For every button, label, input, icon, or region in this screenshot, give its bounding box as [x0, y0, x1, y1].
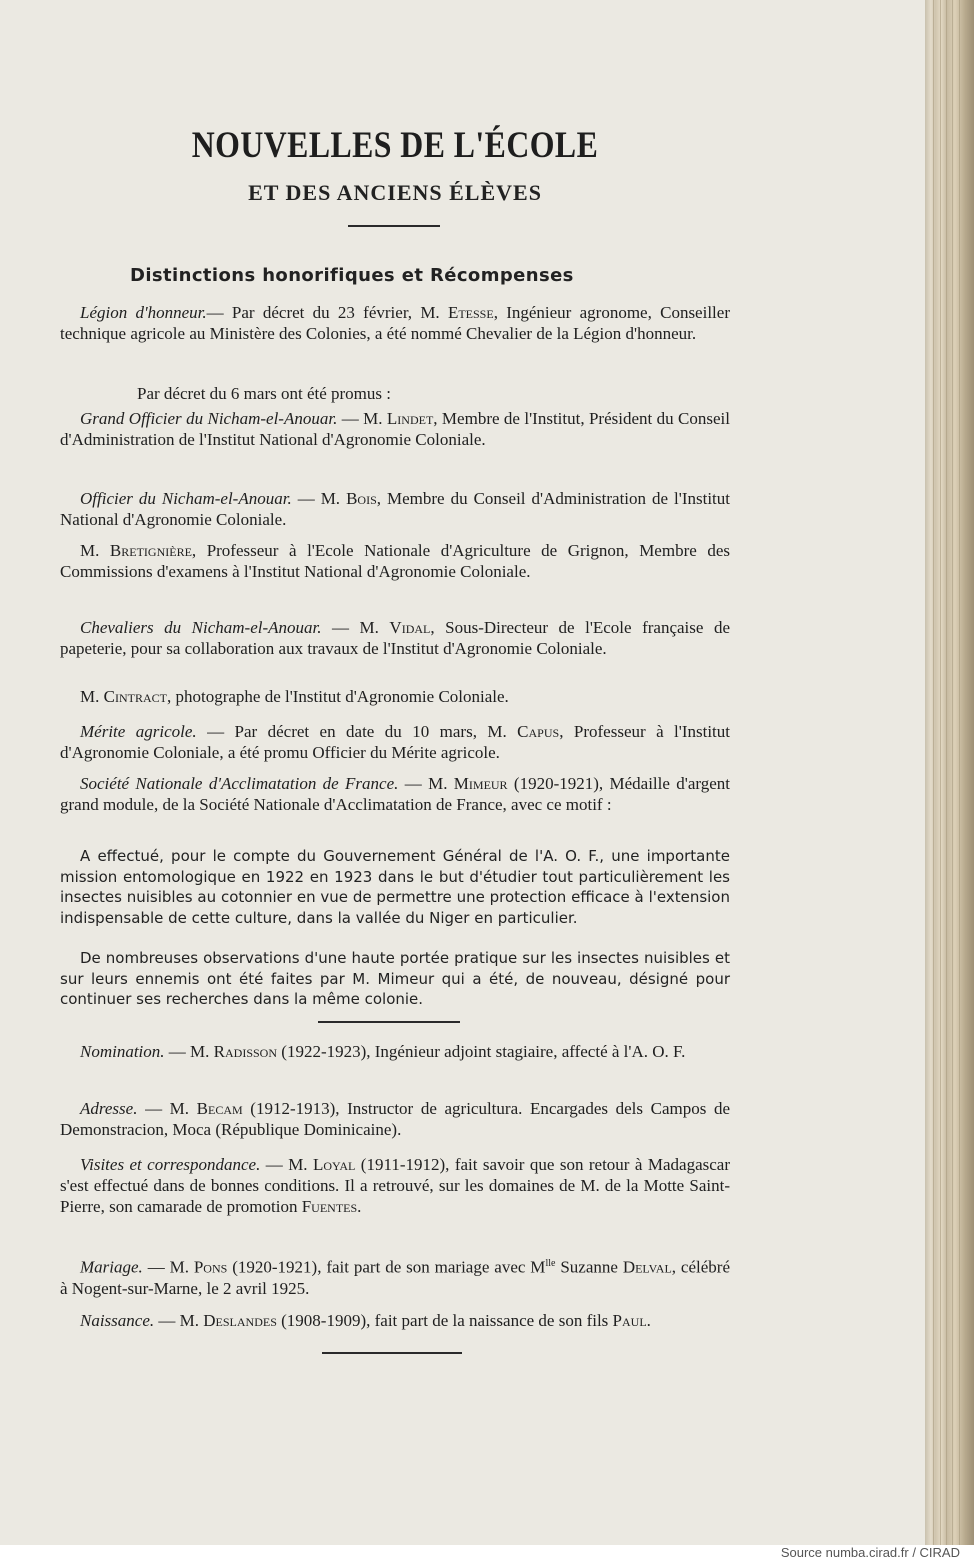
paragraph-adresse: Adresse. — M. Becam (1912-1913), Instructor de agricultura. Encargades dels Campos de Demonstracion, Moca (République Dominicaine). [60, 1099, 730, 1139]
source-caption: Source numba.cirad.fr / CIRAD [780, 1545, 960, 1560]
page-title: NOUVELLES DE L'ÉCOLE [191, 125, 599, 166]
paragraph-societe: Société Nationale d'Acclimatation de France. — M. Mimeur (1920-1921), Médaille d'argent grand module, de la Société Nationale d'Acclimatation de France, avec ce motif : [60, 774, 730, 814]
paragraph-bretigniere: M. Bretignière, Professeur à l'Ecole Nationale d'Agriculture de Grignon, Membre des Commissions d'examens à l'Institut National d'Agronomie Coloniale. [60, 541, 730, 581]
title-rule [348, 225, 440, 227]
quote-motif-1: A effectué, pour le compte du Gouvernement Général de l'A. O. F., une importante mission entomologique en 1922 en 1923 dans le but d'étudier tout particulièrement les insectes nuisibles au cotonnier en vue de permettre une protection efficace à l'extension indispensable de cette culture, dans la vallée du Niger en particulier. [60, 847, 730, 927]
paragraph-naissance: Naissance. — M. Deslandes (1908-1909), fait part de la naissance de son fils Paul. [80, 1311, 651, 1330]
paragraph-mariage: Mariage. — M. Pons (1920-1921), fait part de son mariage avec $M^{lle}$ Suzanne Delval, célébré à Nogent-sur-Marne, le 2 avril 1925. [60, 1257, 730, 1298]
quote-motif-2: De nombreuses observations d'une haute portée pratique sur les insectes nuisibles et sur leurs ennemis ont été faites par M. Mimeur qui a été, de nouveau, désigné pour continuer ses recherches dans la même colonie. [60, 949, 730, 1008]
paragraph-grand-officier: Grand Officier du Nicham-el-Anouar. — M. Lindet, Membre de l'Institut, Président du Conseil d'Administration de l'Institut National d'Agronomie Coloniale. [60, 409, 731, 449]
paragraph-visites: Visites et correspondance. — M. Loyal (1911-1912), fait savoir que son retour à Madagascar s'est effectué dans de bonnes conditions. Il a retrouvé, sur les domaines de M. de la Motte Saint-Pierre, son camarade de promotion Fuentes. [60, 1155, 730, 1216]
page-subtitle: ET DES ANCIENS ÉLÈVES [248, 180, 542, 205]
paragraph-nomination: Nomination. — M. Radisson (1922-1923), Ingénieur adjoint stagiaire, affecté à l'A. O. F. [80, 1042, 686, 1061]
paragraph-chevaliers: Chevaliers du Nicham-el-Anouar. — M. Vidal, Sous-Directeur de l'Ecole française de papeterie, pour sa collaboration aux travaux de l'Institut d'Agronomie Coloniale. [60, 618, 730, 658]
end-rule [322, 1352, 462, 1354]
section-divider [318, 1021, 460, 1023]
section-heading: Distinctions honorifiques et Récompenses [130, 265, 574, 286]
paragraph-officier: Officier du Nicham-el-Anouar. — M. Bois, Membre du Conseil d'Administration de l'Institut National d'Agronomie Coloniale. [60, 489, 730, 529]
paragraph-legion: Légion d'honneur.— Par décret du 23 février, M. Etesse, Ingénieur agronome, Conseiller technique agricole au Ministère des Colonies, a été nommé Chevalier de la Légion d'honneur. [60, 303, 730, 343]
paragraph-promus: Par décret du 6 mars ont été promus : [137, 384, 391, 403]
paragraph-cintract: M. Cintract, photographe de l'Institut d'Agronomie Coloniale. [80, 687, 509, 706]
paragraph-merite: Mérite agricole. — Par décret en date du 10 mars, M. Capus, Professeur à l'Institut d'Agronomie Coloniale, a été promu Officier du Mérite agricole. [60, 722, 731, 762]
book-page-edge [925, 0, 974, 1545]
